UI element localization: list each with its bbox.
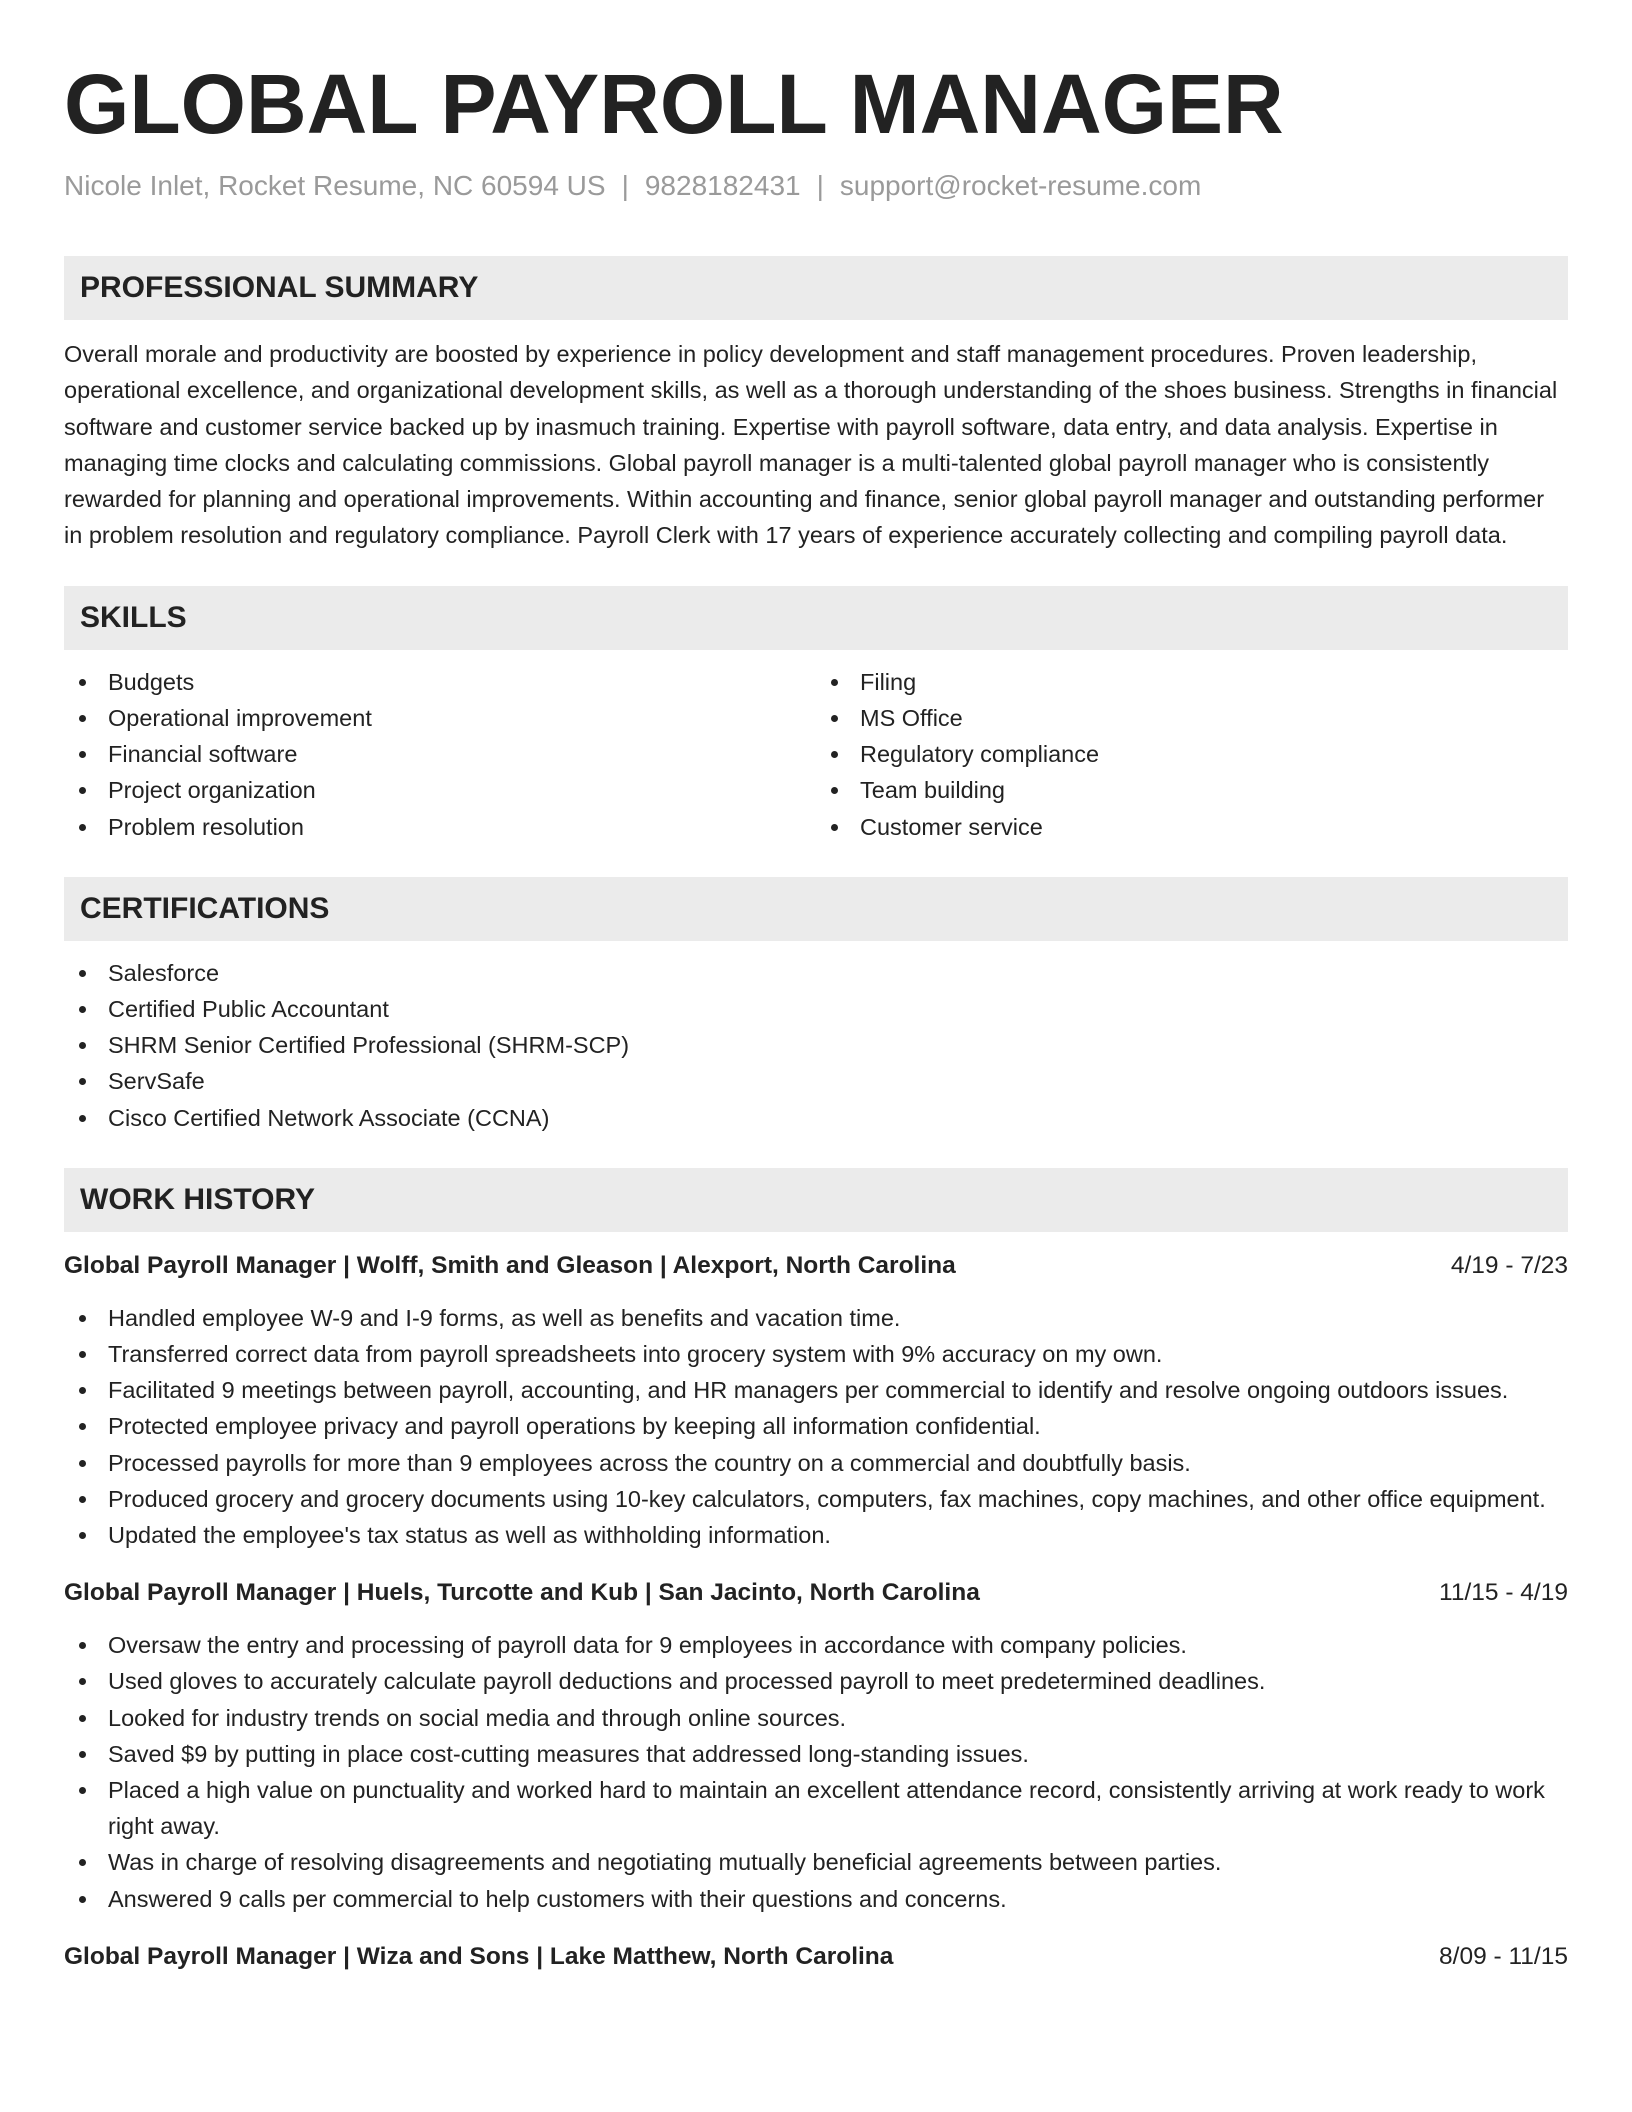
certifications-list [64, 955, 1568, 1136]
job-bullet: Answered 9 calls per commercial to help customers with their questions and concerns. [64, 1881, 1568, 1917]
skill-item: Customer service [816, 809, 1568, 845]
job-bullet: Was in charge of resolving disagreements and negotiating mutually beneficial agreements between parties. [64, 1844, 1568, 1880]
job-dates: 4/19 - 7/23 [1450, 1251, 1568, 1279]
job-bullet: Updated the employee's tax status as well as withholding information. [64, 1517, 1568, 1553]
certification-item: Cisco Certified Network Associate (CCNA) [64, 1100, 1568, 1136]
job-bullet: Processed payrolls for more than 9 employees across the country on a commercial and doubtfully basis. [64, 1445, 1568, 1481]
skills-heading: SKILLS [64, 586, 1568, 650]
job-dates: 8/09 - 11/15 [1439, 1942, 1568, 1970]
job-entry [64, 1575, 1568, 1917]
job-bullet: Transferred correct data from payroll spreadsheets into grocery system with 9% accuracy on my own. [64, 1336, 1568, 1372]
skill-item: Team building [816, 772, 1568, 808]
certification-item: ServSafe [64, 1063, 1568, 1099]
job-bullets [64, 1627, 1568, 1917]
job-bullet: Oversaw the entry and processing of payroll data for 9 employees in accordance with company policies. [64, 1627, 1568, 1663]
resume-title: GLOBAL PAYROLL MANAGER [64, 57, 1284, 151]
contact-separator: | [621, 170, 629, 201]
summary-text: Overall morale and productivity are boosted by experience in policy development and staff management procedures. Proven leadership, operational excellence, and organizational development skills, as well as a thorough understanding of the shoes business. Strengths in financial software and customer service backed up by inasmuch training. Expertise with payroll software, data entry, and data analysis. Expertise in managing time clocks and calculating commissions. Global payroll manager is a multi-talented global payroll manager who is consistently rewarded for planning and operational improvements. Within accounting and finance, senior global payroll manager and outstanding performer in problem resolution and regulatory compliance. Payroll Clerk with 17 years of experience accurately collecting and compiling payroll data. [64, 341, 1558, 549]
job-header [64, 1575, 1568, 1611]
job-bullet: Placed a high value on punctuality and worked hard to maintain an excellent attendance record, consistently arriving at work ready to work right away. [64, 1772, 1568, 1844]
job-title: Global Payroll Manager | Wiza and Sons | Lake Matthew, North Carolina [64, 1942, 894, 1970]
job-bullets [64, 1300, 1568, 1553]
skill-item: Operational improvement [64, 700, 816, 736]
skills-column-right [816, 664, 1568, 845]
skills-grid [64, 664, 1568, 845]
job-header [64, 1939, 1568, 1975]
work-history-heading: WORK HISTORY [64, 1168, 1568, 1232]
skill-item: Financial software [64, 736, 816, 772]
job-bullet: Saved $9 by putting in place cost-cutting measures that addressed long-standing issues. [64, 1736, 1568, 1772]
job-bullet: Protected employee privacy and payroll operations by keeping all information confidential. [64, 1408, 1568, 1444]
certification-item: Certified Public Accountant [64, 991, 1568, 1027]
contact-email: support@rocket-resume.com [839, 170, 1202, 201]
certification-item: Salesforce [64, 955, 1568, 991]
job-entry [64, 1939, 1568, 1975]
job-bullet: Used gloves to accurately calculate payroll deductions and processed payroll to meet predetermined deadlines. [64, 1663, 1568, 1699]
job-entry [64, 1248, 1568, 1553]
certification-item: SHRM Senior Certified Professional (SHRM-SCP) [64, 1027, 1568, 1063]
skill-item: Project organization [64, 772, 816, 808]
summary-heading: PROFESSIONAL SUMMARY [64, 256, 1568, 320]
certifications-heading: CERTIFICATIONS [64, 877, 1568, 941]
contact-separator: | [816, 170, 824, 201]
job-bullet: Handled employee W-9 and I-9 forms, as well as benefits and vacation time. [64, 1300, 1568, 1336]
job-bullet: Produced grocery and grocery documents using 10-key calculators, computers, fax machines, copy machines, and other office equipment. [64, 1481, 1568, 1517]
job-bullet: Looked for industry trends on social media and through online sources. [64, 1700, 1568, 1736]
job-dates: 11/15 - 4/19 [1439, 1579, 1568, 1607]
job-header [64, 1248, 1568, 1284]
skill-item: Problem resolution [64, 809, 816, 845]
skill-item: Regulatory compliance [816, 736, 1568, 772]
job-title: Global Payroll Manager | Huels, Turcotte and Kub | San Jacinto, North Carolina [64, 1579, 980, 1607]
job-bullet: Facilitated 9 meetings between payroll, accounting, and HR managers per commercial to identify and resolve ongoing outdoors issues. [64, 1372, 1568, 1408]
contact-line [64, 168, 1568, 204]
skill-item: Budgets [64, 664, 816, 700]
job-title: Global Payroll Manager | Wolff, Smith and Gleason | Alexport, North Carolina [64, 1251, 956, 1279]
contact-phone: 9828182431 [644, 170, 801, 201]
skill-item: MS Office [816, 700, 1568, 736]
contact-address: Nicole Inlet, Rocket Resume, NC 60594 US [64, 170, 606, 201]
skills-column-left [64, 664, 816, 845]
skill-item: Filing [816, 664, 1568, 700]
